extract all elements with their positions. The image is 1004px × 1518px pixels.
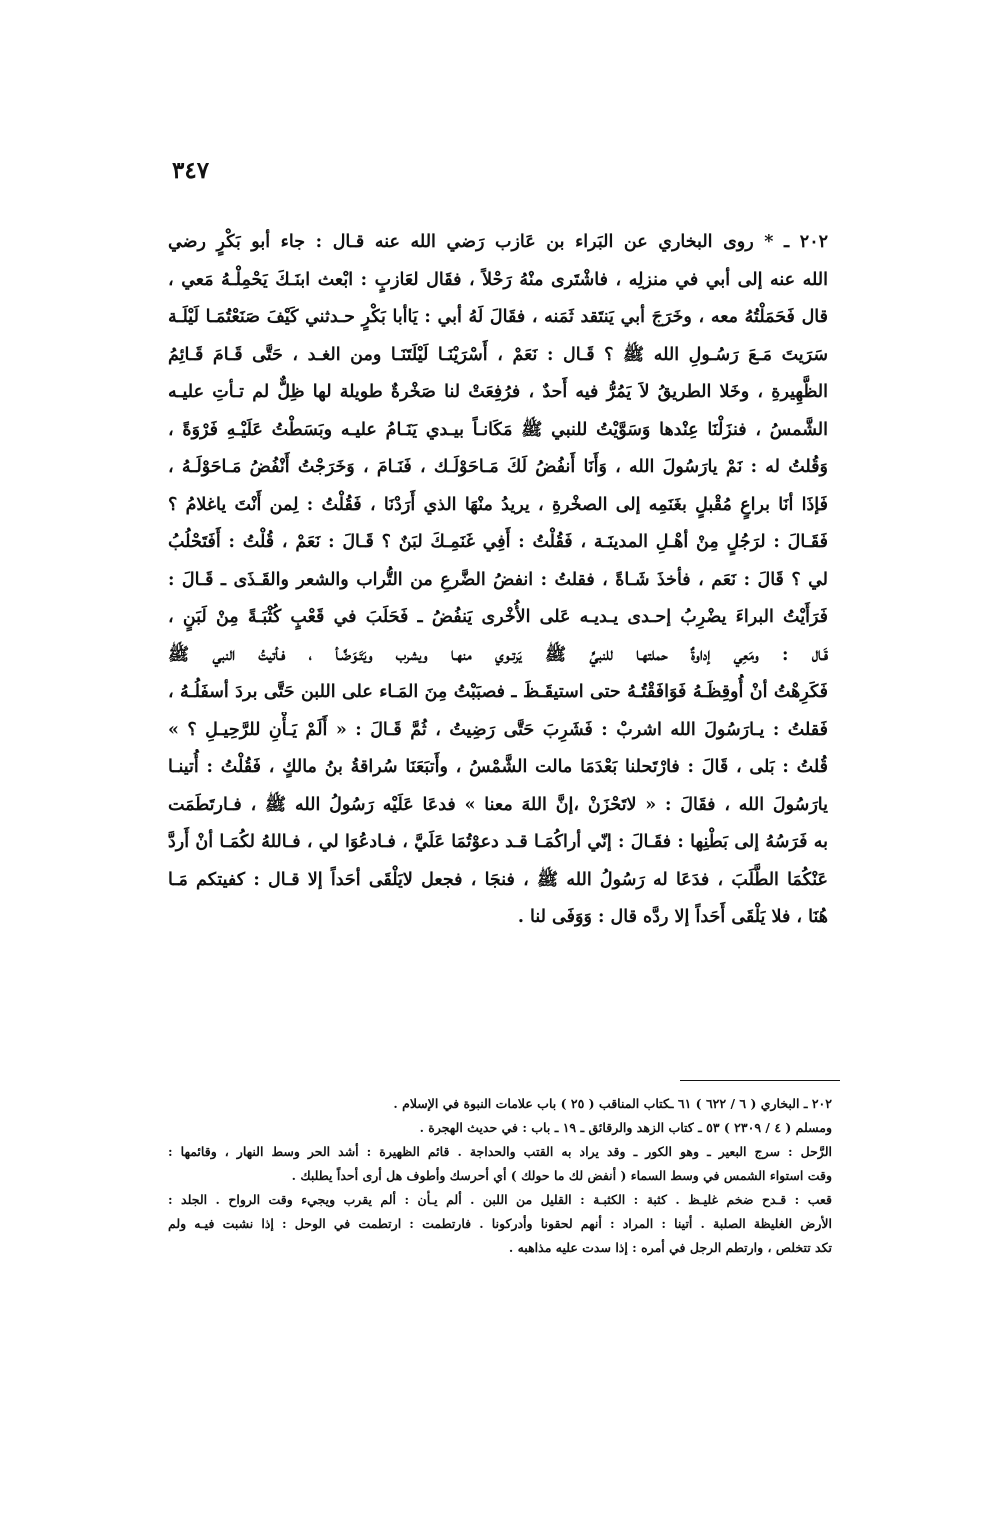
footnote-line: الأرض الغليظة الصلبة . أتينا : المراد : أنهم لحقونا وأدركونا . فارتطمت : ارتطمت في الوحل : إذا نشبت فيـه ولم [168, 1216, 832, 1231]
body-line: عَنْكُمَا الطَّلَبَ ، فدَعَا له رَسُولُ الله ﷺ ، فنجَا ، فجعل لايَلْقَى أحَداً إلا قـال : كفيتكم مَـا [168, 869, 828, 890]
body-line: به فَرَسُهُ إلى بَطْنِها : فقَـالَ : إنّي أراكُمَـا قـد دعوْتُمَا عَلَيَّ ، فـادعُوَا لي ، فـاللهُ لكُمَـا أنْ أَردَّ [168, 832, 828, 852]
body-line: فَقَـالَ : لرَجُلٍ مِنْ أهْـلِ المدينَـة ، فَقُلْتُ : أَفِي غَنَمِـكَ لبَنٌ ؟ قَـالَ : نَعَمْ ، قُلْتُ : أَفَتَحْلُبُ [168, 532, 828, 552]
body-line: فَإذَا أنَا براعٍ مُقْبلٍ بغَنَمِه إلى الصخْرةِ ، يريدُ منْهَا الذي أَرَدْنَا ، فَقُلْتُ : لِمن أَنْتَ ياغلامُ ؟ [168, 494, 828, 515]
footnote-line: ومسلم ( ٤ / ٢٣٠٩ ) ٥٣ ـ كتاب الزهد والرقائق ـ ١٩ ـ باب : في حديث الهجرة . [419, 1120, 832, 1135]
footnotes [168, 1092, 832, 1260]
body-line: قال فَحَمَلْتُهُ معه ، وخَرَجَ أبي يَنتَقد ثَمَنه ، فقَالَ لَهُ أبي : يَاأبا بَكْرٍ حـدثني كَيْفَ صَنَعْتُمَـا لَيْلَـة [168, 307, 828, 327]
body-line: فَرَأَيْتُ البراءَ يضْرِبُ إحـدى يـديـه عَلى الأُخْرى يَنفُضُ ـ فَحَلَبَ في قَعْبٍ كُثْبَـةً مِنْ لَبَنٍ ، [168, 607, 828, 627]
footnote-line: تكد تتخلص ، وارتطم الرجل في أمره : إذا سدت عليه مذاهبه . [508, 1240, 832, 1255]
body-line: يارَسُولَ الله ، فقَالَ : « لاتَحْزَنْ ،إنَّ اللهَ معنا » فدعَا عَلَيْه رَسُولُ الله ﷺ ، فـارتَطَمَت [168, 794, 828, 815]
footnote-separator [680, 1080, 840, 1081]
footnote-line: قعب : قـدح ضخم غليـظ . كثبة : الكثبـة : القليل من اللبن . ألم يـأن : ألم يقرب ويجيء وقت الرواح . الجلد : [168, 1192, 832, 1207]
body-line: الظَّهِيرةِ ، وخَلا الطريقُ لاَ يَمُرُّ فيه أَحدٌ ، فرُفِعَتْ لنا صَخْرةٌ طويلة لها ظِلٌّ لم تـأتِ عليـه [168, 382, 828, 402]
body-line: الله عنه إلى أبي في منزلِه ، فاشْتَرى منْهُ رَحْلاً ، فقَال لعَازبٍ : ابْعث ابنَـكَ يَحْمِلْـهُ مَعي ، [168, 269, 828, 290]
hadith-body-text [168, 224, 828, 937]
body-line: فَكَرِهْتُ أنْ أُوقِظَـهُ فَوَافَقْتُـهُ حتى استيقَـظَ ـ فصبَبْتُ مِنَ المَـاء على اللبن حَتَّى بردَ أسفَلُـهُ ، [168, 682, 828, 702]
footnote-line: ٢٠٢ ـ البخاري ( ٦ / ٦٢٢ ) ٦١ ـكتاب المناقب ( ٢٥ ) باب علامات النبوة في الإسلام . [393, 1096, 832, 1111]
body-line: وَقُلتُ له : نَمْ يارَسُولَ الله ، وَأَنَا أَنفُضُ لَكَ مَـاحَوْلَـك ، فَنَـامَ ، وَخَرَجْتُ أَنْفُضُ مَـاحَوْلَـهُ ، [168, 457, 828, 477]
body-line: هُنَا ، فلا يَلْقَى أَحَداً إلا ردَّه قال : وَوَفَى لنا . [517, 907, 828, 927]
body-line: قَـال : ومَعِي إداوةٌ حملتهـا للنبيِّ ﷺ يَرتـوي منهـا ويشرب ويَتَـوَضَّـأ ، فـأتيتُ النبي ﷺ [168, 644, 828, 665]
body-line: قُلتُ : بَلى ، قَالَ : فارْتَحلنا بَعْدَمَا مالت الشَّمْسُ ، وأَتبَعَنَا سُراقةُ بنُ مالكٍ ، فَقُلْتُ : أُتينـا [168, 757, 828, 777]
body-line: فَقلتُ : يـارَسُولَ الله اشربْ : فَشَرِبَ حَتَّى رَضِيتُ ، ثُمَّ قَـالَ : « أَلَمْ يَـأْنِ للرَّحِيـلِ ؟ » [168, 719, 828, 740]
body-line: ٢٠٢ ـ * روى البخاري عن البَراء بن عَازب رَضي الله عنه قـال : جاء أبو بَكْرٍ رضي [168, 232, 828, 252]
footnote-line: وقت استواء الشمس في وسط السماء ( أنفض لك ما حولك ) أي أحرسك وأطوف هل أرى أحداً يطلبك . [291, 1168, 832, 1183]
body-line: الشَّمسُ ، فنزَلْنَا عِنْدها وَسَوَّيْتُ للنبي ﷺ مَكَانـاً بيـدي يَنَـامُ عليـه وبَسَطْتُ عَلَيْـهِ فَرْوَةً ، [168, 419, 828, 440]
body-line: سَرَيتَ مَـعَ رَسُـولِ الله ﷺ ؟ قَـال : نَعَمْ ، أَسْرَيْنَـا لَيْلَتَنَـا ومن الغـد ، حَتَّى قَـامَ قَـائِمُ [168, 344, 828, 365]
footnote-line: الرَّحل : سرج البعير ـ وهو الكور ـ وقد يراد به القتب والحداجة . قائم الظهيرة : أشد الحر وسط النهار ، وقائمها : [168, 1144, 832, 1159]
page-number: ٣٤٧ [172, 157, 210, 184]
body-line: لي ؟ قَالَ : نَعَم ، فأخذَ شَـاةً ، فقلتُ : انفضُ الضَّرعِ من التُّراب والشعر والقَـذَى ـ قَـالَ : [168, 569, 828, 590]
